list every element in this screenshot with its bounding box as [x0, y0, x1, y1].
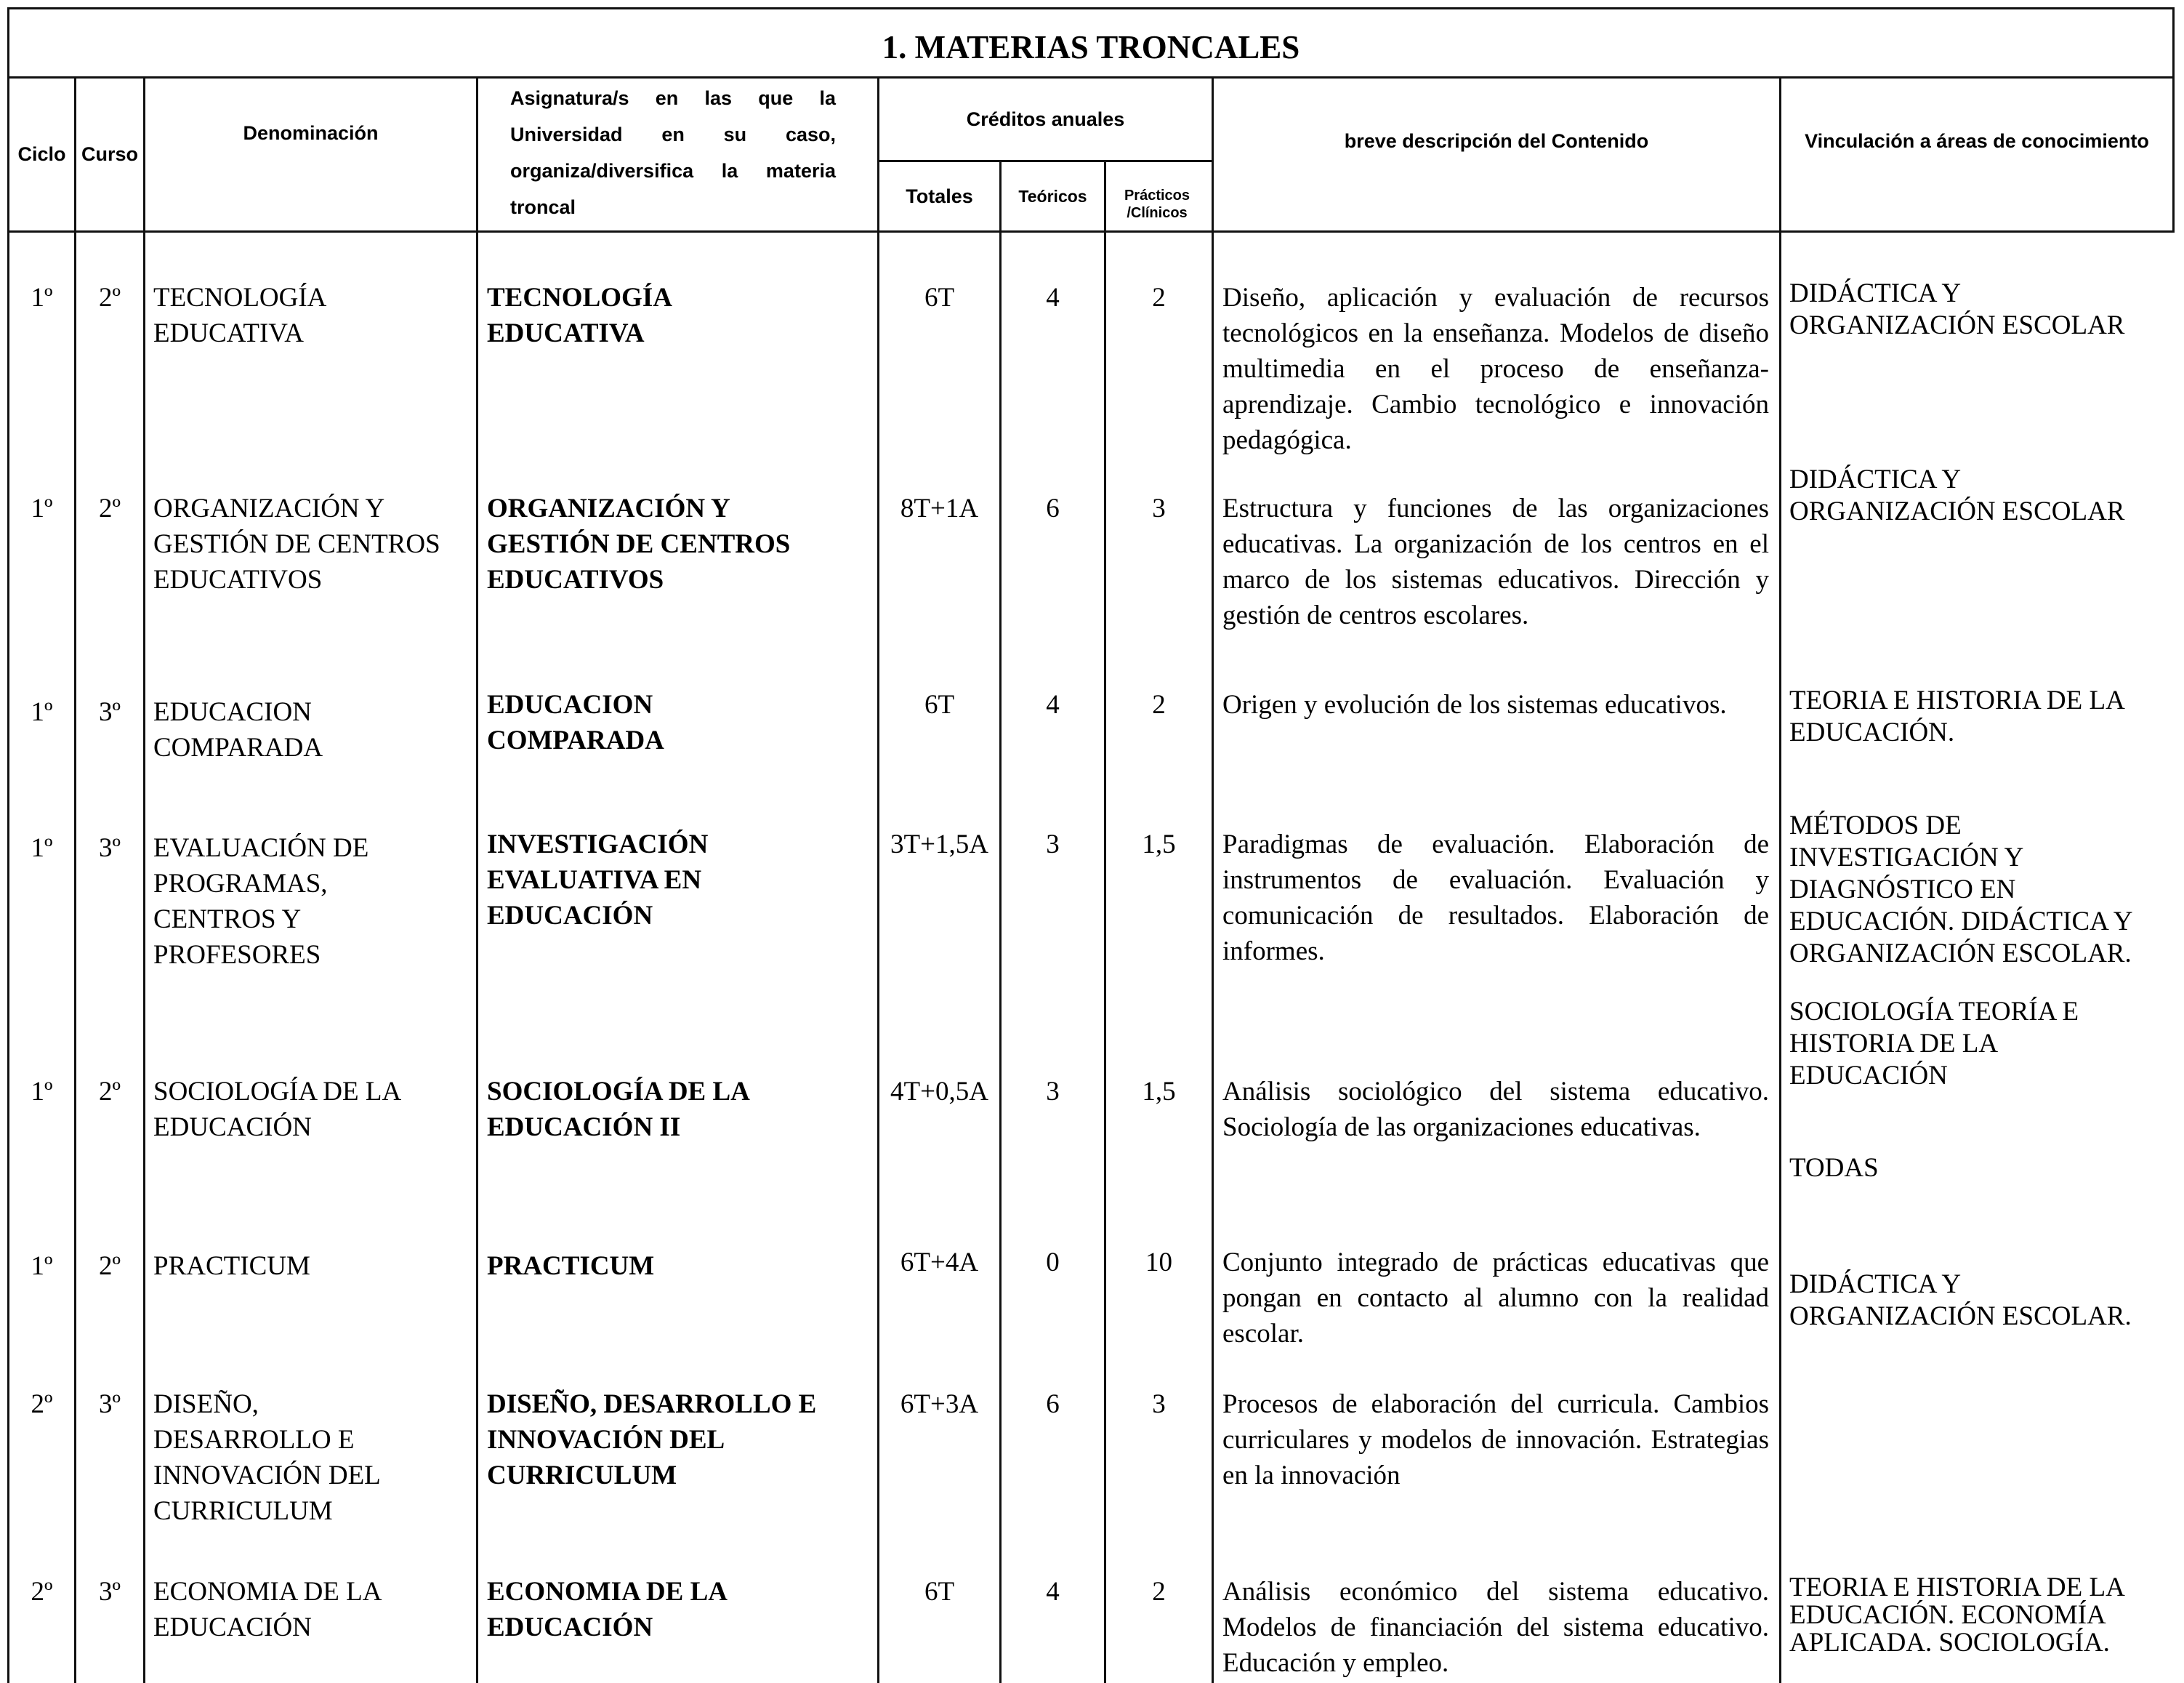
header-asignatura: Asignatura/s en las que la Universidad en su caso, organiza/diversifica la materia troncal — [510, 87, 836, 218]
row3-totales: 6T — [924, 690, 955, 720]
row8-teoricos: 4 — [1046, 1577, 1060, 1607]
row1-descripcion: Diseño, aplicación y evaluación de recursos tecnológicos en la enseñanza. Modelos de diseño multimedia en el proceso de enseñanza-aprendizaje. Cambio tecnológico e innovación pedagógica. — [1222, 283, 1769, 455]
col-divider-teoricos — [1104, 160, 1106, 1683]
row2-practicos: 3 — [1152, 494, 1166, 523]
row5-vinculacion-extra: TODAS — [1789, 1153, 1879, 1183]
row2-teoricos: 6 — [1046, 494, 1060, 523]
header-creditos: Créditos anuales — [966, 108, 1125, 130]
col-divider-ciclo — [74, 76, 76, 1683]
row8-vinculacion: TEORIA E HISTORIA DE LA EDUCACIÓN. ECONOMÍA APLICADA. SOCIOLOGÍA. — [1789, 1572, 2124, 1658]
row2-descripcion: Estructura y funciones de las organizaciones educativas. La organización de los centros en el marco de los sistemas educativos. Dirección y gestión de centros escolares. — [1222, 494, 1769, 630]
header-totales: Totales — [906, 185, 973, 207]
row4-ciclo: 1º — [31, 833, 53, 863]
row6-totales: 6T+4A — [900, 1248, 979, 1277]
row7-curso: 3º — [99, 1389, 121, 1419]
row8-practicos: 2 — [1152, 1577, 1166, 1607]
row4-totales: 3T+1,5A — [890, 830, 988, 859]
row6-denominacion: PRACTICUM — [153, 1251, 310, 1281]
col-divider-practicos — [1212, 76, 1214, 1683]
row7-asignatura: DISEÑO, DESARROLLO E INNOVACIÓN DEL CURRICULUM — [487, 1389, 817, 1490]
row6-curso: 2º — [99, 1251, 121, 1281]
row3-practicos: 2 — [1152, 690, 1166, 720]
row2-ciclo: 1º — [31, 494, 53, 523]
row3-ciclo: 1º — [31, 697, 53, 727]
row8-totales: 6T — [924, 1577, 955, 1607]
row8-denominacion: ECONOMIA DE LA EDUCACIÓN — [153, 1577, 381, 1642]
header-teoricos: Teóricos — [1018, 187, 1087, 206]
row6-asignatura: PRACTICUM — [487, 1251, 655, 1281]
row7-teoricos: 6 — [1046, 1389, 1060, 1419]
row5-practicos: 1,5 — [1142, 1077, 1176, 1106]
row4-teoricos: 3 — [1046, 830, 1060, 859]
row5-vinculacion: SOCIOLOGÍA TEORÍA E HISTORIA DE LA EDUCACIÓN — [1789, 997, 2079, 1090]
header-ciclo: Ciclo — [17, 143, 66, 165]
header-denominacion: Denominación — [243, 121, 379, 144]
col-divider-asignatura — [877, 76, 879, 1683]
row5-teoricos: 3 — [1046, 1077, 1060, 1106]
row4-practicos: 1,5 — [1142, 830, 1176, 859]
row6-descripcion: Conjunto integrado de prácticas educativas que pongan en contacto al alumno con la realidad escolar. — [1222, 1248, 1769, 1349]
col-divider-descripcion — [1779, 76, 1781, 1683]
row5-asignatura: SOCIOLOGÍA DE LA EDUCACIÓN II — [487, 1077, 749, 1142]
row4-denominacion: EVALUACIÓN DE PROGRAMAS, CENTROS Y PROFESORES — [153, 833, 369, 970]
header-bottom-border — [7, 230, 2175, 233]
row4-vinculacion: MÉTODOS DE INVESTIGACIÓN Y DIAGNÓSTICO EN EDUCACIÓN. DIDÁCTICA Y ORGANIZACIÓN ESCOLAR. — [1789, 811, 2132, 968]
row7-descripcion: Procesos de elaboración del curricula. Cambios curriculares y modelos de innovación. Estrategias en la innovación — [1222, 1389, 1769, 1490]
row6-practicos: 10 — [1145, 1248, 1172, 1277]
row5-ciclo: 1º — [31, 1077, 53, 1106]
row7-practicos: 3 — [1152, 1389, 1166, 1419]
row3-curso: 3º — [99, 697, 121, 727]
row2-denominacion: ORGANIZACIÓN Y GESTIÓN DE CENTROS EDUCATIVOS — [153, 494, 440, 595]
row6-teoricos: 0 — [1046, 1248, 1060, 1277]
col-divider-totales — [999, 160, 1002, 1683]
row3-asignatura: EDUCACION COMPARADA — [487, 690, 664, 755]
row7-denominacion: DISEÑO, DESARROLLO E INNOVACIÓN DEL CURRICULUM — [153, 1389, 380, 1526]
row8-descripcion: Análisis económico del sistema educativo. Modelos de financiación del sistema educativo. Educación y empleo. — [1222, 1577, 1769, 1678]
row3-denominacion: EDUCACION COMPARADA — [153, 697, 323, 763]
table-top-border — [7, 7, 2175, 9]
row8-curso: 3º — [99, 1577, 121, 1607]
col-divider-denominacion — [476, 76, 478, 1683]
row1-ciclo: 1º — [31, 283, 53, 313]
row8-asignatura: ECONOMIA DE LA EDUCACIÓN — [487, 1577, 726, 1642]
row5-denominacion: SOCIOLOGÍA DE LA EDUCACIÓN — [153, 1077, 400, 1142]
row7-ciclo: 2º — [31, 1389, 53, 1419]
document-page — [7, 7, 2175, 1683]
row4-curso: 3º — [99, 833, 121, 863]
header-curso: Curso — [81, 143, 138, 165]
row1-denominacion: TECNOLOGÍA EDUCATIVA — [153, 283, 326, 348]
row2-vinculacion: DIDÁCTICA Y ORGANIZACIÓN ESCOLAR — [1789, 465, 2125, 526]
row1-practicos: 2 — [1152, 283, 1166, 313]
row1-asignatura: TECNOLOGÍA EDUCATIVA — [487, 283, 671, 348]
row2-curso: 2º — [99, 494, 121, 523]
row1-teoricos: 4 — [1046, 283, 1060, 313]
row4-descripcion: Paradigmas de evaluación. Elaboración de instrumentos de evaluación. Evaluación y comunicación de resultados. Elaboración de informes. — [1222, 830, 1769, 966]
row3-vinculacion: TEORIA E HISTORIA DE LA EDUCACIÓN. — [1789, 686, 2124, 747]
row2-totales: 8T+1A — [900, 494, 979, 523]
row1-totales: 6T — [924, 283, 955, 313]
row8-ciclo: 2º — [31, 1577, 53, 1607]
row6-ciclo: 1º — [31, 1251, 53, 1281]
table-title: 1. MATERIAS TRONCALES — [882, 29, 1300, 65]
row5-descripcion: Análisis sociológico del sistema educativo. Sociología de las organizaciones educativas. — [1222, 1077, 1769, 1142]
col-divider-curso — [143, 76, 145, 1683]
row5-totales: 4T+0,5A — [890, 1077, 988, 1106]
row2-asignatura: ORGANIZACIÓN Y GESTIÓN DE CENTROS EDUCATIVOS — [487, 494, 791, 595]
row3-descripcion: Origen y evolución de los sistemas educativos. — [1222, 690, 1727, 720]
row1-curso: 2º — [99, 283, 121, 313]
row7-totales: 6T+3A — [900, 1389, 979, 1419]
row4-asignatura: INVESTIGACIÓN EVALUATIVA EN EDUCACIÓN — [487, 830, 709, 931]
header-practicos: Prácticos /Clínicos — [1124, 188, 1190, 221]
header-vinculacion: Vinculación a áreas de conocimiento — [1805, 129, 2149, 152]
header-descripcion: breve descripción del Contenido — [1344, 129, 1649, 152]
row5-curso: 2º — [99, 1077, 121, 1106]
row6-vinculacion: DIDÁCTICA Y ORGANIZACIÓN ESCOLAR. — [1789, 1269, 2132, 1331]
row3-teoricos: 4 — [1046, 690, 1060, 720]
row1-vinculacion: DIDÁCTICA Y ORGANIZACIÓN ESCOLAR — [1789, 278, 2125, 340]
